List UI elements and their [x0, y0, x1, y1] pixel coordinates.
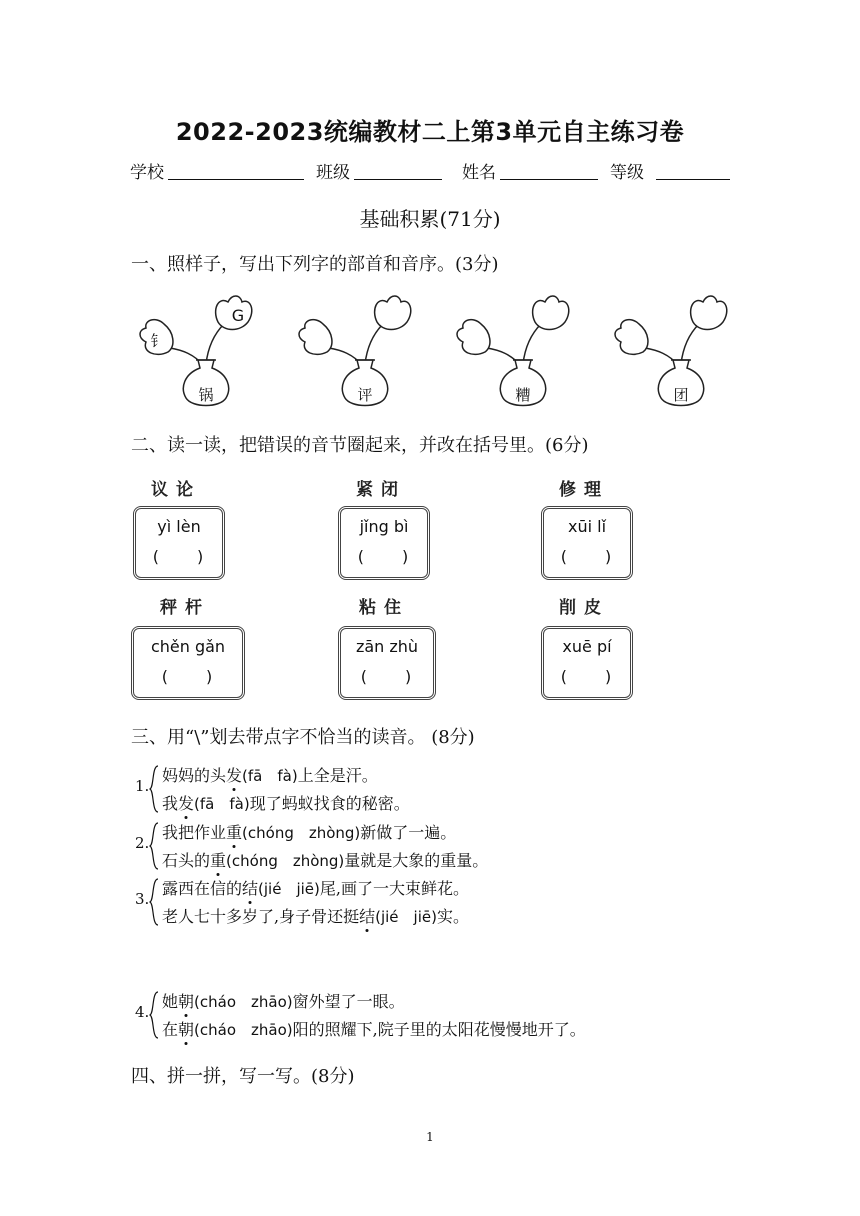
brace-shape	[149, 822, 159, 870]
word-label: 削皮	[559, 598, 609, 618]
paren-close: )	[605, 667, 614, 686]
answer-parentheses[interactable]	[136, 547, 222, 566]
paren-close: )	[197, 547, 206, 566]
sentence-after: 尾,画了一大束鲜花。	[319, 879, 469, 898]
pinyin-options[interactable]: (fā fà)	[194, 795, 250, 813]
sentence-before: 我	[162, 794, 179, 813]
vase-character: 锅	[198, 386, 214, 404]
example-radical: 钅	[150, 332, 166, 350]
sentence-before: 露西在信的	[162, 879, 243, 898]
reading-group-3	[135, 876, 695, 926]
section-subtitle: 基础积累(71分)	[359, 207, 501, 231]
grade-label: 等级	[610, 163, 644, 183]
pinyin-box	[338, 506, 430, 580]
answer-parentheses[interactable]	[341, 547, 427, 566]
sentence-line	[162, 904, 469, 927]
dotted-character: 重	[226, 823, 243, 842]
brace-shape	[149, 878, 159, 926]
flower-vase-1	[132, 292, 262, 412]
paren-close: )	[402, 547, 411, 566]
page-title: 2022-2023统编教材二上第3单元自主练习卷	[175, 118, 685, 146]
pinyin-options[interactable]: (cháo zhāo)	[194, 1021, 293, 1039]
paren-close: )	[206, 667, 215, 686]
name-label: 姓名	[462, 163, 496, 183]
pinyin-options[interactable]: (chóng zhòng)	[226, 852, 345, 870]
group-brace	[149, 878, 159, 926]
reading-group-4	[135, 989, 695, 1039]
radical-answer-blank[interactable]	[621, 330, 643, 350]
answer-parentheses[interactable]	[341, 667, 433, 686]
sentence-after: 窗外望了一眼。	[292, 992, 405, 1011]
school-label: 学校	[130, 163, 164, 183]
pinyin-text[interactable]: xuē pí	[562, 637, 612, 656]
sentence-before: 在	[162, 1020, 179, 1039]
pinyin-box	[338, 626, 436, 700]
group-number: 1.	[135, 777, 150, 795]
dotted-character: 结	[359, 907, 376, 926]
reading-group-1	[135, 763, 695, 813]
group-number: 3.	[135, 890, 150, 908]
sentence-line	[162, 763, 378, 786]
dotted-character: 发	[226, 766, 243, 785]
section1-heading: 一、照样子，写出下列字的部首和音序。(3分)	[131, 254, 499, 275]
section4-heading: 四、拼一拼，写一写。(8分)	[131, 1066, 355, 1087]
pinyin-box	[131, 626, 245, 700]
pinyin-options[interactable]: (chóng zhòng)	[242, 824, 361, 842]
group-brace	[149, 991, 159, 1039]
dotted-character: 朝	[178, 1020, 195, 1039]
flower-vase-3	[449, 292, 579, 412]
sentence-after: 阳的照耀下,院子里的太阳花慢慢地开了。	[292, 1020, 586, 1039]
vase-character: 糟	[515, 386, 531, 404]
sentence-line	[162, 820, 456, 843]
paren-open: (	[357, 547, 366, 566]
sentence-line	[162, 989, 405, 1012]
pinyin-text[interactable]: xūi lǐ	[567, 517, 607, 536]
answer-parentheses[interactable]	[544, 547, 630, 566]
section2-heading: 二、读一读，把错误的音节圈起来，并改在括号里。(6分)	[131, 435, 589, 456]
name-blank[interactable]	[500, 179, 598, 180]
flower-vase-4	[607, 292, 737, 412]
group-brace	[149, 822, 159, 870]
section3-heading: 三、用“\”划去带点字不恰当的读音。 (8分)	[131, 727, 475, 748]
sentence-after: 量就是大象的重量。	[344, 851, 489, 870]
sentence-line	[162, 848, 488, 871]
pinyin-text[interactable]: chěn gǎn	[150, 637, 226, 656]
vase-character: 团	[673, 386, 689, 404]
pinyin-text[interactable]: yì lèn	[157, 517, 201, 536]
pinyin-box	[541, 626, 633, 700]
vase-character: 评	[357, 386, 373, 404]
sentence-after: 现了蚂蚁找食的秘密。	[249, 794, 410, 813]
sentence-after: 实。	[436, 907, 469, 926]
dotted-character: 重	[210, 851, 227, 870]
radical-answer-blank[interactable]	[305, 330, 327, 350]
sentence-line	[162, 791, 410, 814]
pinyin-options[interactable]: (fā fà)	[242, 767, 298, 785]
pinyin-text[interactable]: zān zhù	[355, 637, 419, 656]
grade-blank[interactable]	[656, 179, 730, 180]
pinyin-box	[541, 506, 633, 580]
class-blank[interactable]	[354, 179, 442, 180]
sentence-before: 她	[162, 992, 179, 1011]
dotted-character: 结	[242, 879, 259, 898]
paren-close: )	[605, 547, 614, 566]
reading-group-2	[135, 820, 695, 870]
student-info-row	[130, 158, 730, 184]
letter-answer-blank[interactable]	[385, 304, 407, 324]
sentence-before: 我把作业	[162, 823, 227, 842]
example-letter: G	[231, 306, 245, 325]
group-number: 4.	[135, 1003, 150, 1021]
sentence-before: 石头的	[162, 851, 211, 870]
paren-open: (	[360, 667, 369, 686]
sentence-after: 新做了一遍。	[360, 823, 457, 842]
sentence-line	[162, 1017, 586, 1040]
group-brace	[149, 765, 159, 813]
flower-vase-2	[291, 292, 421, 412]
sentence-after: 上全是汗。	[297, 766, 378, 785]
brace-shape	[149, 765, 159, 813]
paren-open: (	[161, 667, 170, 686]
word-label: 粘住	[359, 598, 409, 618]
brace-shape	[149, 991, 159, 1039]
word-label: 紧闭	[356, 480, 406, 500]
pinyin-options[interactable]: (cháo zhāo)	[194, 993, 293, 1011]
pinyin-options[interactable]: (jié jiē)	[258, 880, 320, 898]
pinyin-options[interactable]: (jié jiē)	[375, 908, 437, 926]
paren-open: (	[560, 667, 569, 686]
paren-open: (	[152, 547, 161, 566]
answer-parentheses[interactable]	[134, 667, 242, 686]
group-number: 2.	[135, 834, 150, 852]
page-number: 1	[426, 1130, 434, 1144]
word-label: 议论	[151, 480, 201, 500]
pinyin-text[interactable]: jǐng bì	[359, 517, 409, 536]
class-label: 班级	[316, 163, 350, 183]
word-label: 修理	[559, 480, 609, 500]
letter-answer-blank[interactable]	[543, 304, 565, 324]
school-blank[interactable]	[168, 179, 304, 180]
dotted-character: 发	[178, 794, 195, 813]
paren-open: (	[560, 547, 569, 566]
pinyin-box	[133, 506, 225, 580]
dotted-character: 朝	[178, 992, 195, 1011]
answer-parentheses[interactable]	[544, 667, 630, 686]
sentence-before: 老人七十多岁了,身子骨还挺	[162, 907, 360, 926]
sentence-before: 妈妈的头	[162, 766, 227, 785]
sentence-line	[162, 876, 469, 899]
word-label: 秤杆	[160, 598, 210, 618]
letter-answer-blank[interactable]	[701, 304, 723, 324]
radical-answer-blank[interactable]	[463, 330, 485, 350]
paren-close: )	[405, 667, 414, 686]
